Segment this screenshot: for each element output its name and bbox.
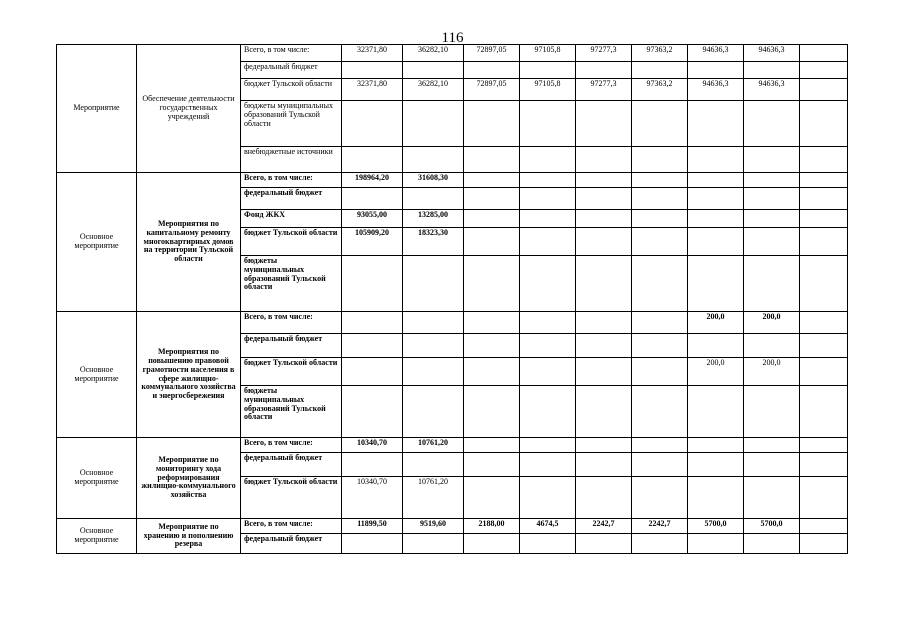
value-cell: [576, 62, 632, 79]
value-cell: [464, 210, 520, 228]
value-cell: [342, 147, 403, 173]
value-cell: 32371,80: [342, 79, 403, 101]
value-cell: [464, 386, 520, 438]
value-cell: [520, 173, 576, 188]
value-cell: [464, 453, 520, 477]
value-cell: [688, 62, 744, 79]
value-cell: [632, 188, 688, 210]
activity-type: Мероприятие: [57, 45, 137, 173]
table-row: [57, 173, 848, 188]
value-cell: [800, 477, 848, 519]
value-cell: [576, 312, 632, 334]
value-cell: 2242,7: [632, 519, 688, 534]
value-cell: [464, 438, 520, 453]
value-cell: [688, 334, 744, 358]
value-cell: [342, 334, 403, 358]
value-cell: [632, 101, 688, 147]
value-cell: [464, 228, 520, 256]
value-cell: [632, 173, 688, 188]
value-cell: [688, 228, 744, 256]
value-cell: [576, 534, 632, 554]
value-cell: [403, 312, 464, 334]
value-cell: [744, 147, 800, 173]
value-cell: [520, 358, 576, 386]
value-cell: 94636,3: [688, 79, 744, 101]
value-cell: [576, 386, 632, 438]
value-cell: 93055,00: [342, 210, 403, 228]
value-cell: [464, 62, 520, 79]
funding-source: федеральный бюджет: [241, 534, 342, 554]
value-cell: [403, 453, 464, 477]
value-cell: [800, 453, 848, 477]
value-cell: [342, 453, 403, 477]
value-cell: [464, 358, 520, 386]
value-cell: [744, 210, 800, 228]
value-cell: [342, 312, 403, 334]
activity-type: Основное мероприятие: [57, 312, 137, 438]
value-cell: [688, 210, 744, 228]
value-cell: [576, 188, 632, 210]
value-cell: [403, 188, 464, 210]
value-cell: 200,0: [744, 312, 800, 334]
funding-source: бюджет Тульской области: [241, 79, 342, 101]
value-cell: 36282,10: [403, 45, 464, 62]
value-cell: 10340,70: [342, 477, 403, 519]
value-cell: [403, 334, 464, 358]
value-cell: [464, 101, 520, 147]
value-cell: [632, 477, 688, 519]
value-cell: [800, 188, 848, 210]
value-cell: [744, 228, 800, 256]
value-cell: [576, 228, 632, 256]
value-cell: [632, 358, 688, 386]
value-cell: [576, 477, 632, 519]
value-cell: 32371,80: [342, 45, 403, 62]
funding-source: бюджет Тульской области: [241, 477, 342, 519]
value-cell: [520, 438, 576, 453]
value-cell: [520, 534, 576, 554]
activity-name: Обеспечение деятельности государственных учреждений: [137, 45, 241, 173]
value-cell: [520, 312, 576, 334]
value-cell: 97105,8: [520, 79, 576, 101]
value-cell: [464, 256, 520, 312]
value-cell: 72897,05: [464, 45, 520, 62]
value-cell: [464, 477, 520, 519]
funding-source: Всего, в том числе:: [241, 312, 342, 334]
value-cell: 94636,3: [688, 45, 744, 62]
value-cell: [520, 101, 576, 147]
value-cell: [800, 173, 848, 188]
value-cell: [464, 188, 520, 210]
value-cell: [342, 534, 403, 554]
activity-type: Основное мероприятие: [57, 173, 137, 312]
value-cell: [744, 62, 800, 79]
value-cell: 94636,3: [744, 79, 800, 101]
funding-source: Всего, в том числе:: [241, 173, 342, 188]
funding-source: федеральный бюджет: [241, 334, 342, 358]
activity-type: Основное мероприятие: [57, 519, 137, 554]
value-cell: [632, 210, 688, 228]
funding-source: бюджеты муниципальных образований Тульской области: [241, 101, 342, 147]
activity-name: Мероприятие по мониторингу хода реформирования жилищно-коммунального хозяйства: [137, 438, 241, 519]
value-cell: 4674,5: [520, 519, 576, 534]
value-cell: [800, 228, 848, 256]
value-cell: 97277,3: [576, 79, 632, 101]
value-cell: [576, 101, 632, 147]
funding-source: бюджет Тульской области: [241, 358, 342, 386]
value-cell: [403, 358, 464, 386]
value-cell: [342, 62, 403, 79]
value-cell: 97105,8: [520, 45, 576, 62]
value-cell: [688, 438, 744, 453]
value-cell: 97277,3: [576, 45, 632, 62]
value-cell: [688, 188, 744, 210]
value-cell: 10761,20: [403, 438, 464, 453]
value-cell: 2242,7: [576, 519, 632, 534]
value-cell: [342, 386, 403, 438]
value-cell: [800, 256, 848, 312]
value-cell: [403, 147, 464, 173]
value-cell: [744, 188, 800, 210]
value-cell: 11899,50: [342, 519, 403, 534]
value-cell: [800, 62, 848, 79]
value-cell: [744, 101, 800, 147]
value-cell: [800, 210, 848, 228]
value-cell: [632, 386, 688, 438]
value-cell: [342, 101, 403, 147]
value-cell: [342, 358, 403, 386]
value-cell: [520, 256, 576, 312]
value-cell: 10340,70: [342, 438, 403, 453]
value-cell: [632, 534, 688, 554]
value-cell: [342, 188, 403, 210]
funding-source: федеральный бюджет: [241, 62, 342, 79]
value-cell: [520, 386, 576, 438]
value-cell: [744, 534, 800, 554]
value-cell: [800, 534, 848, 554]
value-cell: [464, 334, 520, 358]
value-cell: [800, 519, 848, 534]
value-cell: [688, 534, 744, 554]
activity-name: Мероприятие по хранению и пополнению резерва: [137, 519, 241, 554]
funding-source: внебюджетные источники: [241, 147, 342, 173]
value-cell: [800, 438, 848, 453]
value-cell: [520, 62, 576, 79]
value-cell: 9519,60: [403, 519, 464, 534]
table-row: [57, 45, 848, 62]
value-cell: 200,0: [744, 358, 800, 386]
value-cell: [403, 62, 464, 79]
value-cell: 97363,2: [632, 45, 688, 62]
value-cell: [632, 334, 688, 358]
value-cell: [744, 438, 800, 453]
value-cell: [576, 147, 632, 173]
value-cell: [800, 334, 848, 358]
value-cell: [688, 256, 744, 312]
value-cell: [744, 453, 800, 477]
funding-source: бюджет Тульской области: [241, 228, 342, 256]
value-cell: [403, 256, 464, 312]
value-cell: [688, 101, 744, 147]
value-cell: [632, 147, 688, 173]
funding-source: Всего, в том числе:: [241, 438, 342, 453]
value-cell: 72897,05: [464, 79, 520, 101]
value-cell: 97363,2: [632, 79, 688, 101]
value-cell: [632, 312, 688, 334]
value-cell: [744, 256, 800, 312]
value-cell: [800, 147, 848, 173]
value-cell: [744, 334, 800, 358]
program-table: [56, 44, 848, 554]
page-number: 116: [441, 30, 464, 46]
value-cell: 10761,20: [403, 477, 464, 519]
value-cell: [403, 386, 464, 438]
activity-name: Мероприятия по повышению правовой грамотности населения в сфере жилищно-коммунального хозяйства и энергосбережения: [137, 312, 241, 438]
value-cell: 13285,00: [403, 210, 464, 228]
value-cell: 18323,30: [403, 228, 464, 256]
value-cell: [576, 173, 632, 188]
value-cell: [800, 45, 848, 62]
value-cell: [520, 210, 576, 228]
funding-source: Всего, в том числе:: [241, 519, 342, 534]
table-row: [57, 519, 848, 534]
value-cell: [520, 334, 576, 358]
value-cell: [464, 312, 520, 334]
value-cell: [520, 188, 576, 210]
value-cell: [688, 477, 744, 519]
activity-type: Основное мероприятие: [57, 438, 137, 519]
value-cell: [800, 101, 848, 147]
value-cell: [576, 256, 632, 312]
value-cell: [576, 453, 632, 477]
value-cell: 200,0: [688, 358, 744, 386]
value-cell: [688, 453, 744, 477]
value-cell: [520, 453, 576, 477]
value-cell: [576, 358, 632, 386]
value-cell: [744, 386, 800, 438]
value-cell: [688, 173, 744, 188]
value-cell: [576, 438, 632, 453]
funding-source: федеральный бюджет: [241, 453, 342, 477]
value-cell: [688, 386, 744, 438]
value-cell: [800, 312, 848, 334]
value-cell: 31608,30: [403, 173, 464, 188]
value-cell: 36282,10: [403, 79, 464, 101]
value-cell: [744, 173, 800, 188]
value-cell: [632, 62, 688, 79]
value-cell: [632, 228, 688, 256]
value-cell: [688, 147, 744, 173]
value-cell: [464, 173, 520, 188]
funding-source: бюджеты муниципальных образований Тульской области: [241, 256, 342, 312]
value-cell: [632, 256, 688, 312]
value-cell: [464, 534, 520, 554]
value-cell: [800, 79, 848, 101]
value-cell: [800, 358, 848, 386]
value-cell: [520, 477, 576, 519]
value-cell: 198964,20: [342, 173, 403, 188]
value-cell: 105909,20: [342, 228, 403, 256]
value-cell: [576, 210, 632, 228]
value-cell: [632, 453, 688, 477]
value-cell: [744, 477, 800, 519]
value-cell: [403, 534, 464, 554]
funding-source: Всего, в том числе:: [241, 45, 342, 62]
funding-source: федеральный бюджет: [241, 188, 342, 210]
value-cell: 2188,00: [464, 519, 520, 534]
activity-name: Мероприятия по капитальному ремонту многоквартирных домов на территории Тульской области: [137, 173, 241, 312]
value-cell: [520, 228, 576, 256]
value-cell: 200,0: [688, 312, 744, 334]
value-cell: [520, 147, 576, 173]
value-cell: [403, 101, 464, 147]
table-row: [57, 312, 848, 334]
funding-source: бюджеты муниципальных образований Тульской области: [241, 386, 342, 438]
value-cell: 5700,0: [744, 519, 800, 534]
value-cell: 94636,3: [744, 45, 800, 62]
value-cell: [632, 438, 688, 453]
value-cell: [800, 386, 848, 438]
value-cell: [576, 334, 632, 358]
value-cell: [342, 256, 403, 312]
table-row: [57, 438, 848, 453]
funding-source: Фонд ЖКХ: [241, 210, 342, 228]
value-cell: [464, 147, 520, 173]
value-cell: 5700,0: [688, 519, 744, 534]
